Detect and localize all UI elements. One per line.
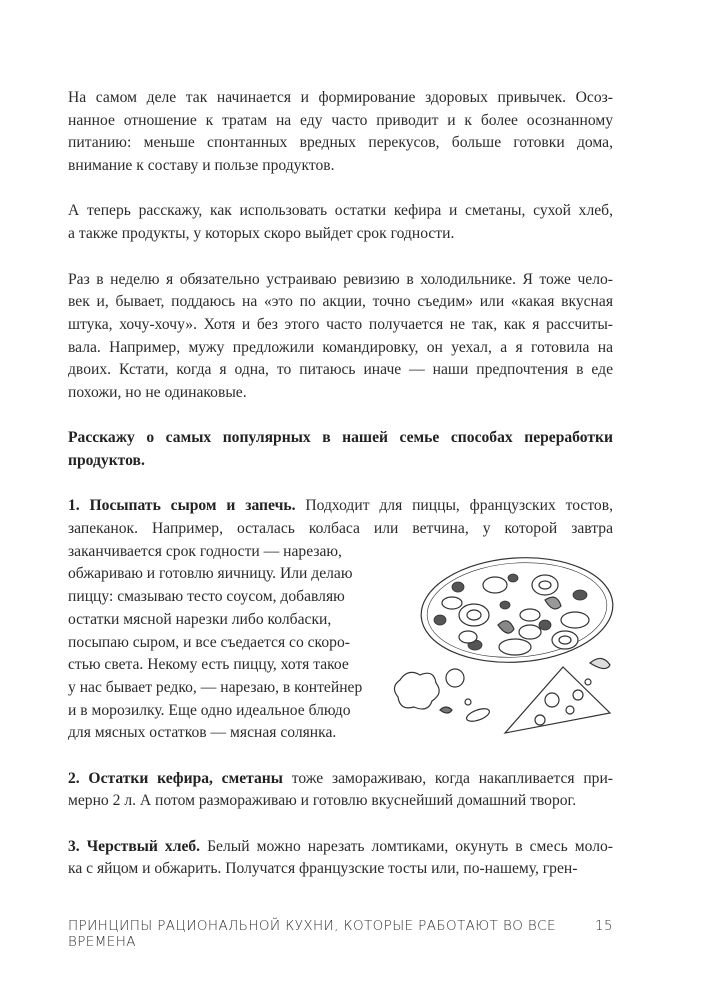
text-line — [68, 382, 613, 405]
olive-slices-icon — [440, 669, 491, 724]
text-line — [68, 700, 373, 723]
text-line — [68, 541, 373, 564]
paragraph — [68, 427, 613, 472]
running-title: ПРИНЦИПЫ РАЦИОНАЛЬНОЙ КУХНИ, КОТОРЫЕ РАБОТАЮТ ВО ВСЕ ВРЕМЕНА — [68, 918, 556, 950]
line-text: запеканок. Например, осталась колбаса или ветчина, у которой завтра — [68, 520, 613, 538]
bold-text: 3. Черствый хлеб. — [68, 837, 201, 855]
text-line — [68, 314, 613, 337]
text-line — [68, 359, 613, 382]
line-text: для мясных остатков — мясная солянка. — [68, 724, 337, 742]
line-text: стью света. Некому есть пиццу, хотя такое — [68, 656, 349, 674]
line-text: тоже замораживаю, когда накапливается при- — [282, 769, 613, 787]
line-text: двоих. Кстати, когда я одна, то питаюсь иначе — наши предпочтения в еде — [68, 361, 613, 379]
text-line — [68, 132, 613, 155]
cheese-icon — [505, 667, 610, 733]
paragraph — [68, 768, 613, 813]
line-text: Белый можно нарезать ломтиками, окунуть в смесь моло- — [200, 837, 613, 855]
line-text: Раз в неделю я обязательно устраиваю ревизию в холодильнике. Я тоже чело- — [68, 270, 613, 288]
text-line — [68, 518, 613, 541]
text-line — [68, 200, 613, 223]
page-number: 15 — [595, 918, 613, 934]
bold-text: 2. Остатки кефира, сметаны — [68, 769, 283, 787]
page-footer — [68, 918, 613, 950]
bold-text: Расскажу о самых популярных в нашей семье способах переработки — [68, 429, 613, 447]
text-line — [68, 677, 373, 700]
text-line — [68, 495, 613, 518]
paragraph — [68, 836, 613, 881]
line-text: ка с яйцом и обжарить. Получатся французские тосты или, по-нашему, грен- — [68, 860, 578, 878]
text-line — [68, 609, 373, 632]
bold-text: продуктов. — [68, 452, 145, 469]
text-line — [68, 586, 373, 609]
line-text: А теперь расскажу, как использовать остатки кефира и сметаны, сухой хлеб, — [68, 202, 613, 220]
line-text: остатки мясной нарезки либо колбаски, — [68, 610, 332, 628]
line-text: вала. Например, мужу предложили командировку, он уехал, а я готовила на — [68, 338, 613, 356]
text-line — [68, 836, 613, 859]
text-line — [68, 450, 613, 473]
line-text: обжариваю и готовлю яичницу. Или делаю — [68, 565, 353, 583]
line-text: век и, бывает, поддаюсь на «это по акции, точно съедим» или «какая вкусная — [68, 293, 613, 311]
line-text: внимание к составу и пользе продуктов. — [68, 157, 335, 175]
text-line — [68, 790, 613, 813]
line-text: штука, хочу-хочу». Хотя и без этого часто получается не так, как я рассчиты- — [68, 315, 613, 333]
text-line — [68, 654, 373, 677]
paragraph — [68, 269, 613, 405]
garlic-icon — [590, 658, 610, 668]
line-text: и в морозилку. Еще одно идеальное блюдо — [68, 701, 351, 719]
line-text: Подходит для пиццы, французских тостов, — [295, 497, 613, 515]
text-line — [68, 858, 613, 881]
text-line — [68, 269, 613, 292]
line-text: а также продукты, у которых скоро выйдет срок годности. — [68, 225, 455, 243]
line-text: мерно 2 л. А потом размораживаю и готовлю вкуснейший домашний творог. — [68, 792, 577, 810]
text-line — [68, 632, 373, 655]
text-line — [68, 291, 613, 314]
text-line — [68, 87, 613, 110]
line-text: питанию: меньше спонтанных вредных перекусов, больше готовки дома, — [68, 134, 613, 152]
line-text: нанное отношение к тратам на еду часто приводит и к более осознанному — [68, 111, 613, 129]
line-text: у нас бывает редко, — нарезаю, в контейнер — [68, 678, 363, 696]
line-text: заканчивается срок годности — нарезаю, — [68, 542, 342, 560]
text-line — [68, 110, 613, 133]
line-text: посыпаю сыром, и все съедается со скоро- — [68, 633, 350, 651]
line-text: пиццу: смазываю тесто соусом, добавляю — [68, 588, 345, 606]
pepper-icon — [394, 672, 439, 709]
text-line — [68, 563, 373, 586]
page-body — [68, 87, 613, 904]
pizza-icon — [418, 551, 617, 668]
text-line — [68, 722, 373, 745]
text-line — [68, 768, 613, 791]
pizza-illustration — [380, 545, 620, 745]
paragraph — [68, 87, 613, 178]
text-line — [68, 427, 613, 450]
text-line — [68, 337, 613, 360]
line-text: На самом деле так начинается и формирование здоровых привычек. Осоз- — [68, 89, 613, 106]
text-line — [68, 155, 613, 178]
text-line — [68, 223, 613, 246]
bold-text: 1. Посыпать сыром и запечь. — [68, 497, 296, 515]
paragraph — [68, 200, 613, 245]
line-text: похожи, но не одинаковые. — [68, 383, 247, 401]
